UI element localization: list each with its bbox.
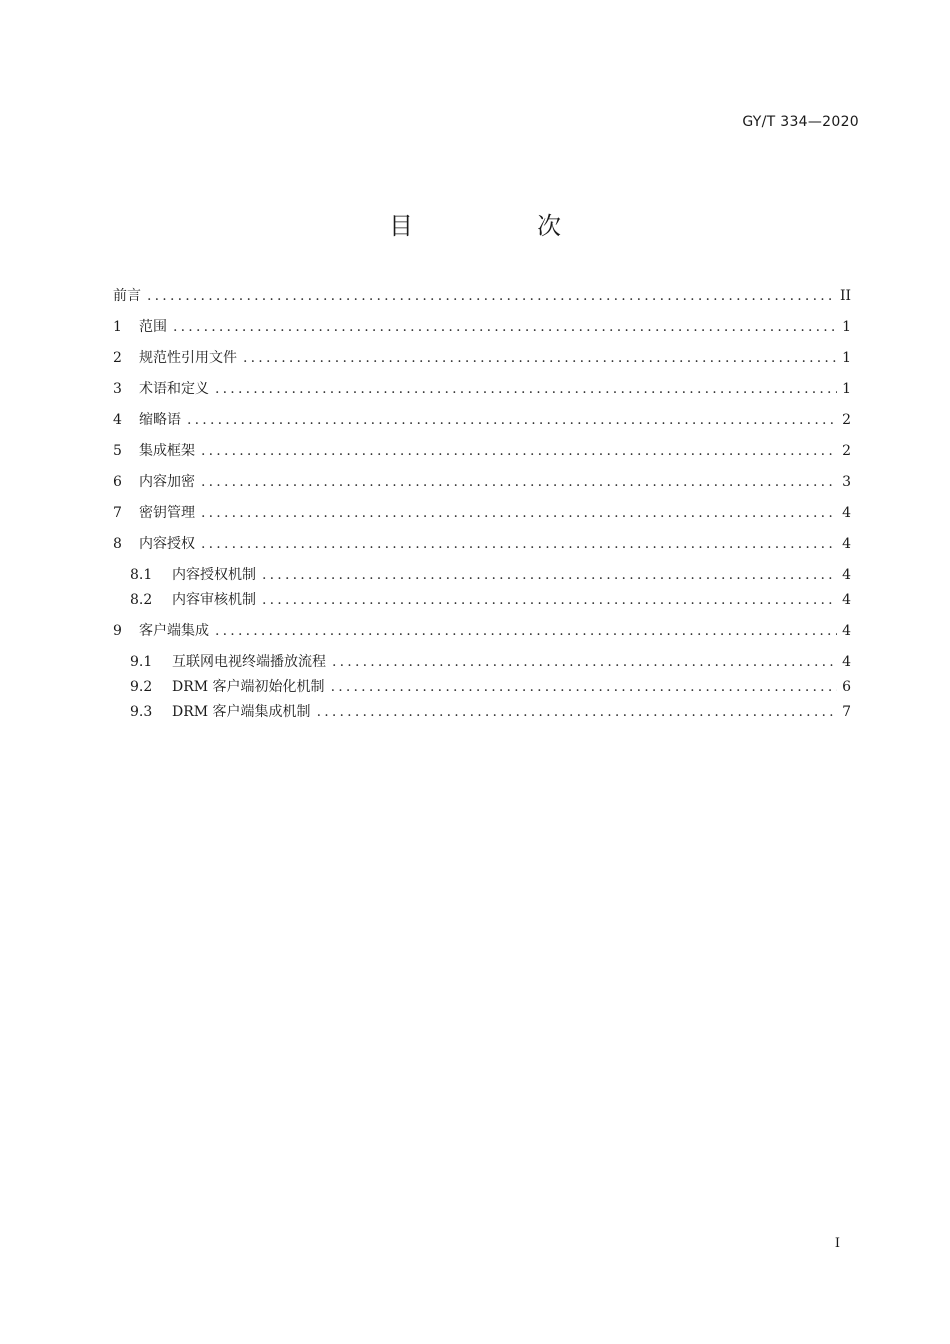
toc-entry-label: 内容审核机制 — [172, 592, 256, 608]
toc-leader-dots — [317, 700, 837, 724]
toc-entry-number: 5 — [113, 443, 122, 459]
toc-entry-3[interactable] — [113, 377, 851, 408]
page-number: I — [834, 1236, 840, 1251]
toc-leader-dots — [332, 650, 837, 674]
toc-entry-label: 互联网电视终端播放流程 — [172, 654, 326, 670]
toc-entry-label: 缩略语 — [139, 412, 181, 428]
toc-leader-dots — [201, 439, 837, 463]
toc-entry-label: DRM 客户端集成机制 — [172, 704, 311, 720]
toc-entry-2[interactable] — [113, 346, 851, 377]
toc-entry-9[interactable] — [113, 619, 851, 650]
toc-entry-page: 4 — [842, 592, 851, 608]
toc-leader-dots — [201, 470, 837, 494]
toc-entry-number: 9 — [113, 623, 122, 639]
toc-leader-dots — [331, 675, 837, 699]
toc-leader-dots — [201, 532, 837, 556]
toc-entry-label: 内容授权机制 — [172, 567, 256, 583]
toc-leader-dots — [243, 346, 837, 370]
toc-entry-number: 8 — [113, 536, 122, 552]
toc-entry-label: 内容授权 — [139, 536, 195, 552]
toc-entry-9-2[interactable] — [113, 675, 851, 700]
toc-entry-4[interactable] — [113, 408, 851, 439]
toc-entry-label: 术语和定义 — [139, 381, 209, 397]
toc-entry-7[interactable] — [113, 501, 851, 532]
toc-entry-number: 9.3 — [130, 704, 153, 720]
toc-entry-9-3[interactable] — [113, 700, 851, 725]
toc-leader-dots — [147, 284, 836, 308]
toc-entry-label: 范围 — [139, 319, 167, 335]
toc-entry-foreword[interactable] — [113, 284, 851, 315]
toc-leader-dots — [215, 619, 837, 643]
toc-entry-number: 9.2 — [130, 679, 153, 695]
toc-entry-page: 4 — [842, 536, 851, 552]
toc-entry-9-1[interactable] — [113, 650, 851, 675]
toc-leader-dots — [262, 588, 837, 612]
toc-entry-label: 集成框架 — [139, 443, 195, 459]
toc-entry-page: 1 — [842, 350, 851, 366]
toc-title: 目 次 — [389, 212, 611, 240]
toc-entry-8[interactable] — [113, 532, 851, 563]
toc-entry-number: 6 — [113, 474, 122, 490]
toc-entry-label: 规范性引用文件 — [139, 350, 237, 366]
toc-entry-page: 2 — [842, 412, 851, 428]
table-of-contents — [113, 284, 851, 725]
toc-entry-1[interactable] — [113, 315, 851, 346]
toc-entry-number: 4 — [113, 412, 122, 428]
toc-leader-dots — [262, 563, 837, 587]
toc-leader-dots — [215, 377, 837, 401]
toc-entry-6[interactable] — [113, 470, 851, 501]
toc-entry-8-2[interactable] — [113, 588, 851, 619]
toc-entry-page: 4 — [842, 567, 851, 583]
document-code: GY/T 334—2020 — [742, 114, 859, 130]
toc-entry-page: 4 — [842, 654, 851, 670]
toc-entry-number: 1 — [113, 319, 122, 335]
toc-entry-number: 7 — [113, 505, 122, 521]
toc-entry-number: 3 — [113, 381, 122, 397]
toc-entry-label: 密钥管理 — [139, 505, 195, 521]
toc-entry-number: 8.2 — [130, 592, 153, 608]
toc-leader-dots — [201, 501, 837, 525]
toc-entry-number: 8.1 — [130, 567, 153, 583]
toc-leader-dots — [187, 408, 837, 432]
toc-entry-page: II — [839, 288, 851, 304]
toc-entry-page: 6 — [842, 679, 851, 695]
toc-leader-dots — [173, 315, 837, 339]
toc-entry-page: 2 — [842, 443, 851, 459]
toc-entry-page: 4 — [842, 505, 851, 521]
toc-entry-page: 4 — [842, 623, 851, 639]
toc-entry-label: 内容加密 — [139, 474, 195, 490]
toc-entry-number: 9.1 — [130, 654, 153, 670]
toc-entry-5[interactable] — [113, 439, 851, 470]
toc-entry-page: 1 — [842, 319, 851, 335]
toc-entry-label: 客户端集成 — [139, 623, 209, 639]
toc-entry-page: 7 — [842, 704, 851, 720]
toc-entry-number: 2 — [113, 350, 122, 366]
toc-entry-label: DRM 客户端初始化机制 — [172, 679, 325, 695]
toc-entry-page: 3 — [842, 474, 851, 490]
toc-entry-8-1[interactable] — [113, 563, 851, 588]
toc-entry-label: 前言 — [113, 288, 141, 304]
toc-entry-page: 1 — [842, 381, 851, 397]
